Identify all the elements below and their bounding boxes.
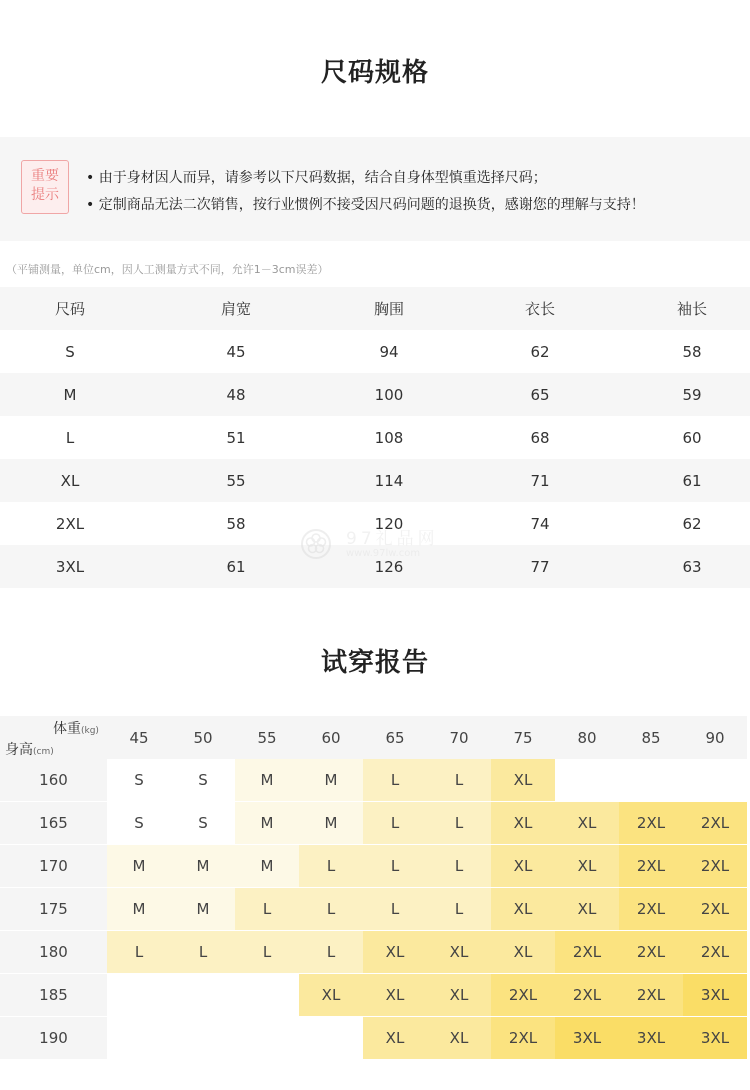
fitting-cell: M	[235, 802, 299, 845]
size-table-row	[0, 330, 750, 373]
fitting-cell: XL	[363, 974, 427, 1017]
badge-line-2: 提示	[31, 187, 59, 203]
height-axis-label	[5, 739, 54, 759]
fitting-cell: 2XL	[619, 931, 683, 974]
fitting-cell	[171, 974, 235, 1017]
fitting-cell: L	[299, 845, 363, 888]
cell-sleeve: 59	[682, 385, 702, 404]
fitting-report-table	[0, 716, 747, 1060]
fitting-cell: 3XL	[619, 1017, 683, 1060]
weight-unit: (kg)	[81, 726, 99, 736]
fitting-report-title: 试穿报告	[320, 648, 429, 678]
header-length: 衣长	[524, 300, 555, 318]
fitting-row	[0, 888, 747, 931]
size-chart-title: 尺码规格	[320, 58, 429, 88]
cell-size: 2XL	[55, 514, 85, 533]
cell-shoulder: 45	[226, 342, 246, 361]
height-header: 180	[0, 931, 107, 974]
fitting-cell: 2XL	[619, 845, 683, 888]
weight-header: 85	[619, 716, 683, 759]
fitting-cell: M	[235, 845, 299, 888]
height-label: 身高	[5, 742, 33, 758]
cell-size: S	[65, 342, 75, 361]
fitting-row	[0, 759, 747, 802]
header-size: 尺码	[54, 300, 85, 318]
weight-header: 65	[363, 716, 427, 759]
fitting-cell	[619, 759, 683, 802]
fitting-cell: XL	[491, 802, 555, 845]
cell-sleeve: 62	[682, 514, 702, 533]
size-table-row	[0, 373, 750, 416]
fitting-cell: L	[427, 759, 491, 802]
cell-length: 68	[530, 428, 550, 447]
cell-sleeve: 61	[682, 471, 702, 490]
fitting-cell: 2XL	[555, 931, 619, 974]
fitting-cell: 2XL	[555, 974, 619, 1017]
size-table-row	[0, 459, 750, 502]
fitting-cell: 2XL	[491, 1017, 555, 1060]
flower-logo-icon	[300, 528, 332, 560]
fitting-cell: XL	[491, 931, 555, 974]
fitting-cell: XL	[299, 974, 363, 1017]
cell-length: 65	[530, 385, 550, 404]
fitting-cell: L	[235, 888, 299, 931]
fitting-cell: L	[299, 931, 363, 974]
fitting-cell: 2XL	[683, 802, 747, 845]
fitting-cell: 3XL	[683, 974, 747, 1017]
fitting-row	[0, 802, 747, 845]
size-table-row	[0, 416, 750, 459]
cell-shoulder: 48	[226, 385, 246, 404]
fitting-cell	[235, 974, 299, 1017]
fitting-cell: M	[171, 845, 235, 888]
height-header: 165	[0, 802, 107, 845]
weight-header: 45	[107, 716, 171, 759]
fitting-cell: 3XL	[683, 1017, 747, 1060]
fitting-cell: M	[299, 802, 363, 845]
fitting-cell	[683, 759, 747, 802]
header-shoulder: 肩宽	[220, 300, 251, 318]
cell-length: 62	[530, 342, 550, 361]
weight-axis-label	[53, 718, 99, 738]
cell-shoulder: 51	[226, 428, 246, 447]
fitting-cell: M	[107, 845, 171, 888]
notice-line-2: • 定制商品无法二次销售，按行业惯例不接受因尺码问题的退换货，感谢您的理解与支持！	[86, 194, 645, 214]
fitting-cell: M	[235, 759, 299, 802]
fitting-cell: XL	[363, 931, 427, 974]
fitting-cell: 2XL	[619, 888, 683, 931]
fitting-cell: S	[107, 802, 171, 845]
fitting-cell: L	[107, 931, 171, 974]
fitting-cell: L	[363, 759, 427, 802]
fitting-cell: 2XL	[683, 888, 747, 931]
cell-chest: 126	[374, 557, 404, 576]
cell-size: 3XL	[55, 557, 85, 576]
cell-chest: 120	[374, 514, 404, 533]
fitting-cell: XL	[427, 1017, 491, 1060]
header-sleeve: 袖长	[676, 300, 707, 318]
fitting-cell	[171, 1017, 235, 1060]
table-corner	[0, 716, 107, 759]
fitting-row	[0, 845, 747, 888]
cell-sleeve: 58	[682, 342, 702, 361]
header-chest: 胸围	[373, 300, 404, 318]
cell-chest: 94	[379, 342, 399, 361]
weight-header: 80	[555, 716, 619, 759]
fitting-cell: S	[107, 759, 171, 802]
height-header: 175	[0, 888, 107, 931]
cell-size: L	[65, 428, 75, 447]
fitting-cell: L	[427, 802, 491, 845]
weight-header: 60	[299, 716, 363, 759]
badge-line-1: 重要	[31, 168, 59, 184]
fitting-row	[0, 974, 747, 1017]
fitting-cell: XL	[427, 931, 491, 974]
fitting-cell	[555, 759, 619, 802]
watermark-text: 97礼品网	[346, 529, 439, 549]
cell-shoulder: 55	[226, 471, 246, 490]
fitting-cell: S	[171, 759, 235, 802]
cell-length: 74	[530, 514, 550, 533]
fitting-cell: L	[299, 888, 363, 931]
weight-header: 90	[683, 716, 747, 759]
fitting-cell: XL	[427, 974, 491, 1017]
fitting-cell: L	[427, 845, 491, 888]
fitting-cell: S	[171, 802, 235, 845]
notice-line-1: • 由于身材因人而异，请参考以下尺码数据，结合自身体型慎重选择尺码；	[86, 167, 547, 187]
fitting-cell: XL	[555, 845, 619, 888]
fitting-row	[0, 1017, 747, 1060]
height-header: 190	[0, 1017, 107, 1060]
fitting-cell: L	[363, 802, 427, 845]
fitting-cell: XL	[555, 802, 619, 845]
fitting-cell: L	[363, 888, 427, 931]
fitting-cell: L	[235, 931, 299, 974]
weight-header: 70	[427, 716, 491, 759]
fitting-header-row	[0, 716, 747, 759]
size-table-header	[0, 287, 750, 330]
fitting-cell	[235, 1017, 299, 1060]
fitting-cell	[299, 1017, 363, 1060]
cell-chest: 114	[374, 471, 404, 490]
height-unit: (cm)	[33, 747, 54, 757]
fitting-cell: 3XL	[555, 1017, 619, 1060]
fitting-cell: 2XL	[491, 974, 555, 1017]
cell-length: 71	[530, 471, 550, 490]
weight-header: 50	[171, 716, 235, 759]
height-header: 160	[0, 759, 107, 802]
height-header: 170	[0, 845, 107, 888]
fitting-cell: XL	[491, 759, 555, 802]
important-badge	[21, 160, 69, 214]
fitting-cell: XL	[363, 1017, 427, 1060]
important-notice	[0, 137, 750, 241]
weight-label: 体重	[53, 721, 81, 737]
fitting-cell: L	[427, 888, 491, 931]
cell-chest: 100	[374, 385, 404, 404]
weight-header: 75	[491, 716, 555, 759]
cell-chest: 108	[374, 428, 404, 447]
watermark-url: www.97lw.com	[346, 548, 421, 559]
weight-header: 55	[235, 716, 299, 759]
fitting-cell: L	[363, 845, 427, 888]
cell-shoulder: 58	[226, 514, 246, 533]
measurement-note: （平铺测量，单位cm，因人工测量方式不同，允许1－3cm误差）	[6, 263, 329, 276]
fitting-cell: 2XL	[619, 974, 683, 1017]
fitting-cell	[107, 1017, 171, 1060]
fitting-cell: M	[107, 888, 171, 931]
height-header: 185	[0, 974, 107, 1017]
cell-size: M	[63, 385, 77, 404]
cell-sleeve: 60	[682, 428, 702, 447]
cell-length: 77	[530, 557, 550, 576]
cell-size: XL	[60, 471, 80, 490]
fitting-cell: XL	[555, 888, 619, 931]
fitting-cell: 2XL	[683, 931, 747, 974]
cell-sleeve: 63	[682, 557, 702, 576]
fitting-cell: M	[299, 759, 363, 802]
cell-shoulder: 61	[226, 557, 246, 576]
fitting-cell: M	[171, 888, 235, 931]
fitting-cell	[107, 974, 171, 1017]
fitting-cell: 2XL	[619, 802, 683, 845]
fitting-cell: XL	[491, 888, 555, 931]
fitting-cell: 2XL	[683, 845, 747, 888]
fitting-row	[0, 931, 747, 974]
fitting-cell: XL	[491, 845, 555, 888]
fitting-cell: L	[171, 931, 235, 974]
